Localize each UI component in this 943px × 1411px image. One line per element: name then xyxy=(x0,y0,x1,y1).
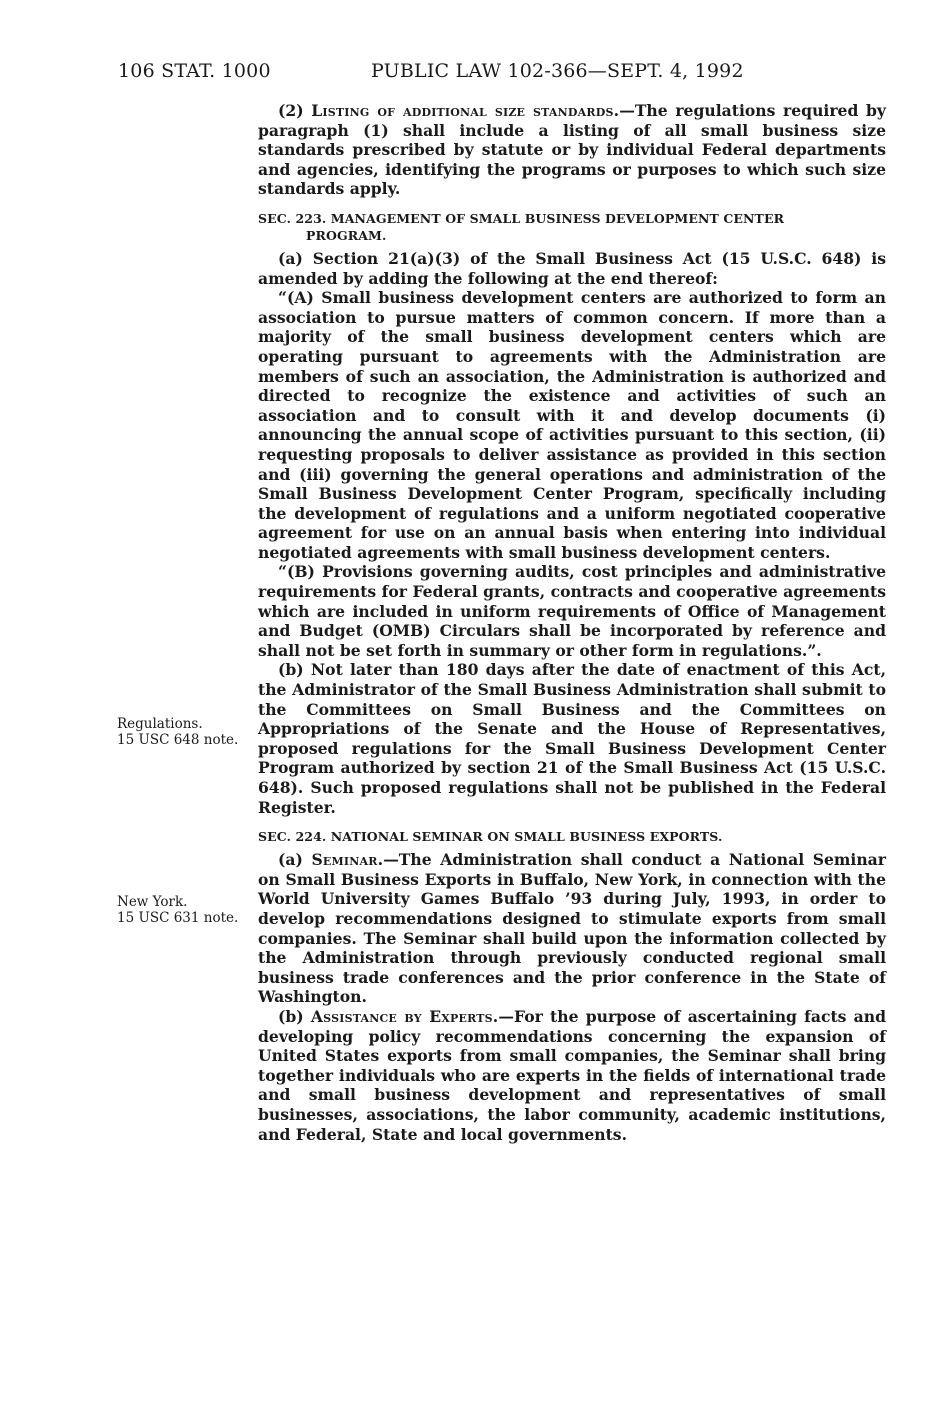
section-223-subsection-b: (b) Not later than 180 days after the date of enactment of this Act, the Administrator of the Small Business Administration shall submit to the Committees on Small Business and the Committees on Appropriations of the Senate and the House of Representatives, proposed regulations for the Small Business Development Center Program authorized by section 21 of the Small Business Act (15 U.S.C. 648). Such proposed regulations shall not be published in the Federal Register. xyxy=(258,660,886,817)
section-223-subsection-a: (a) Section 21(a)(3) of the Small Business Act (15 U.S.C. 648) is amended by adding the following at the end thereof: xyxy=(258,248,886,288)
section-224-subsection-b xyxy=(258,1007,886,1144)
document-body xyxy=(258,101,886,1144)
paragraph-2-listing xyxy=(258,101,886,199)
section-224-heading: SEC. 224. NATIONAL SEMINAR ON SMALL BUSINESS EXPORTS. xyxy=(258,829,723,845)
margin-note-new-york xyxy=(117,895,257,926)
section-224-b-number: (b) xyxy=(278,1006,311,1026)
margin-note-new-york-label: New York. xyxy=(117,894,188,910)
paragraph-2-heading: Listing of additional size standards. xyxy=(311,101,620,120)
public-law-title: PUBLIC LAW 102-366—SEPT. 4, 1992 xyxy=(371,60,744,82)
section-223-heading-line1: SEC. 223. MANAGEMENT OF SMALL BUSINESS DEVELOPMENT CENTER xyxy=(258,210,785,226)
section-224-a-number: (a) xyxy=(278,850,312,870)
section-223-clause-A: “(A) Small business development centers are authorized to form an association to pursue matters of common concern. If more than a majority of the small business development centers which are operating pursuant to agreements with the Administration are members of such an association, the Administration is authorized and directed to recognize the existence and activities of such an association and to consult with it and develop documents (i) announcing the annual scope of activities pursuant to this section, (ii) requesting proposals to deliver assistance as provided in this section and (iii) governing the general operations and administration of the Small Business Development Center Program, specifically including the development of regulations and a uniform negotiated cooperative agreement for use on an annual basis when entering into individual negotiated agreements with small business development centers. xyxy=(258,288,886,562)
margin-note-regulations xyxy=(117,717,257,748)
paragraph-2-text: —The regulations required by paragraph (1) shall include a listing of all small business size standards prescribed by statute or by individual Federal departments and agencies, identifying the programs or purposes to which such size standards apply. xyxy=(258,101,886,199)
section-223-heading xyxy=(258,210,886,244)
section-224-b-text: —For the purpose of ascertaining facts and developing policy recommendations concerning the expansion of United States exports from small companies, the Seminar shall bring together individuals who are experts in the fields of international trade and small business development and representatives of small businesses, associations, the labor community, academic institutions, and Federal, State and local governments. xyxy=(258,1006,886,1144)
margin-note-new-york-cite: 15 USC 631 note. xyxy=(117,909,239,926)
section-224-a-heading: Seminar. xyxy=(311,850,384,870)
margin-note-regulations-label: Regulations. xyxy=(117,716,203,732)
section-224-a-text: —The Administration shall conduct a National Seminar on Small Business Exports in Buffalo, New York, in connection with the World University Games Buffalo ’93 during July, 1993, in order to develop recommendations designed to stimulate exports from small companies. The Seminar shall build upon the information collected by the Administration through previously conducted regional small business trade conferences and the prior conference in the State of Washington. xyxy=(258,850,886,1007)
margin-note-regulations-cite: 15 USC 648 note. xyxy=(117,731,239,748)
section-224-subsection-a xyxy=(258,850,886,1007)
section-223-clause-B: “(B) Provisions governing audits, cost principles and administrative requirements for Federal grants, contracts and cooperative agreements which are included in uniform requirements of Office of Management and Budget (OMB) Circulars shall be incorporated by reference and shall not be set forth in summary or other form in regulations.”. xyxy=(258,562,886,660)
statute-page-number: 106 STAT. 1000 xyxy=(118,60,271,82)
section-224-b-heading: Assistance by Experts. xyxy=(310,1006,499,1026)
paragraph-2-number: (2) xyxy=(278,101,312,120)
section-223-heading-line2: PROGRAM. xyxy=(306,227,387,243)
